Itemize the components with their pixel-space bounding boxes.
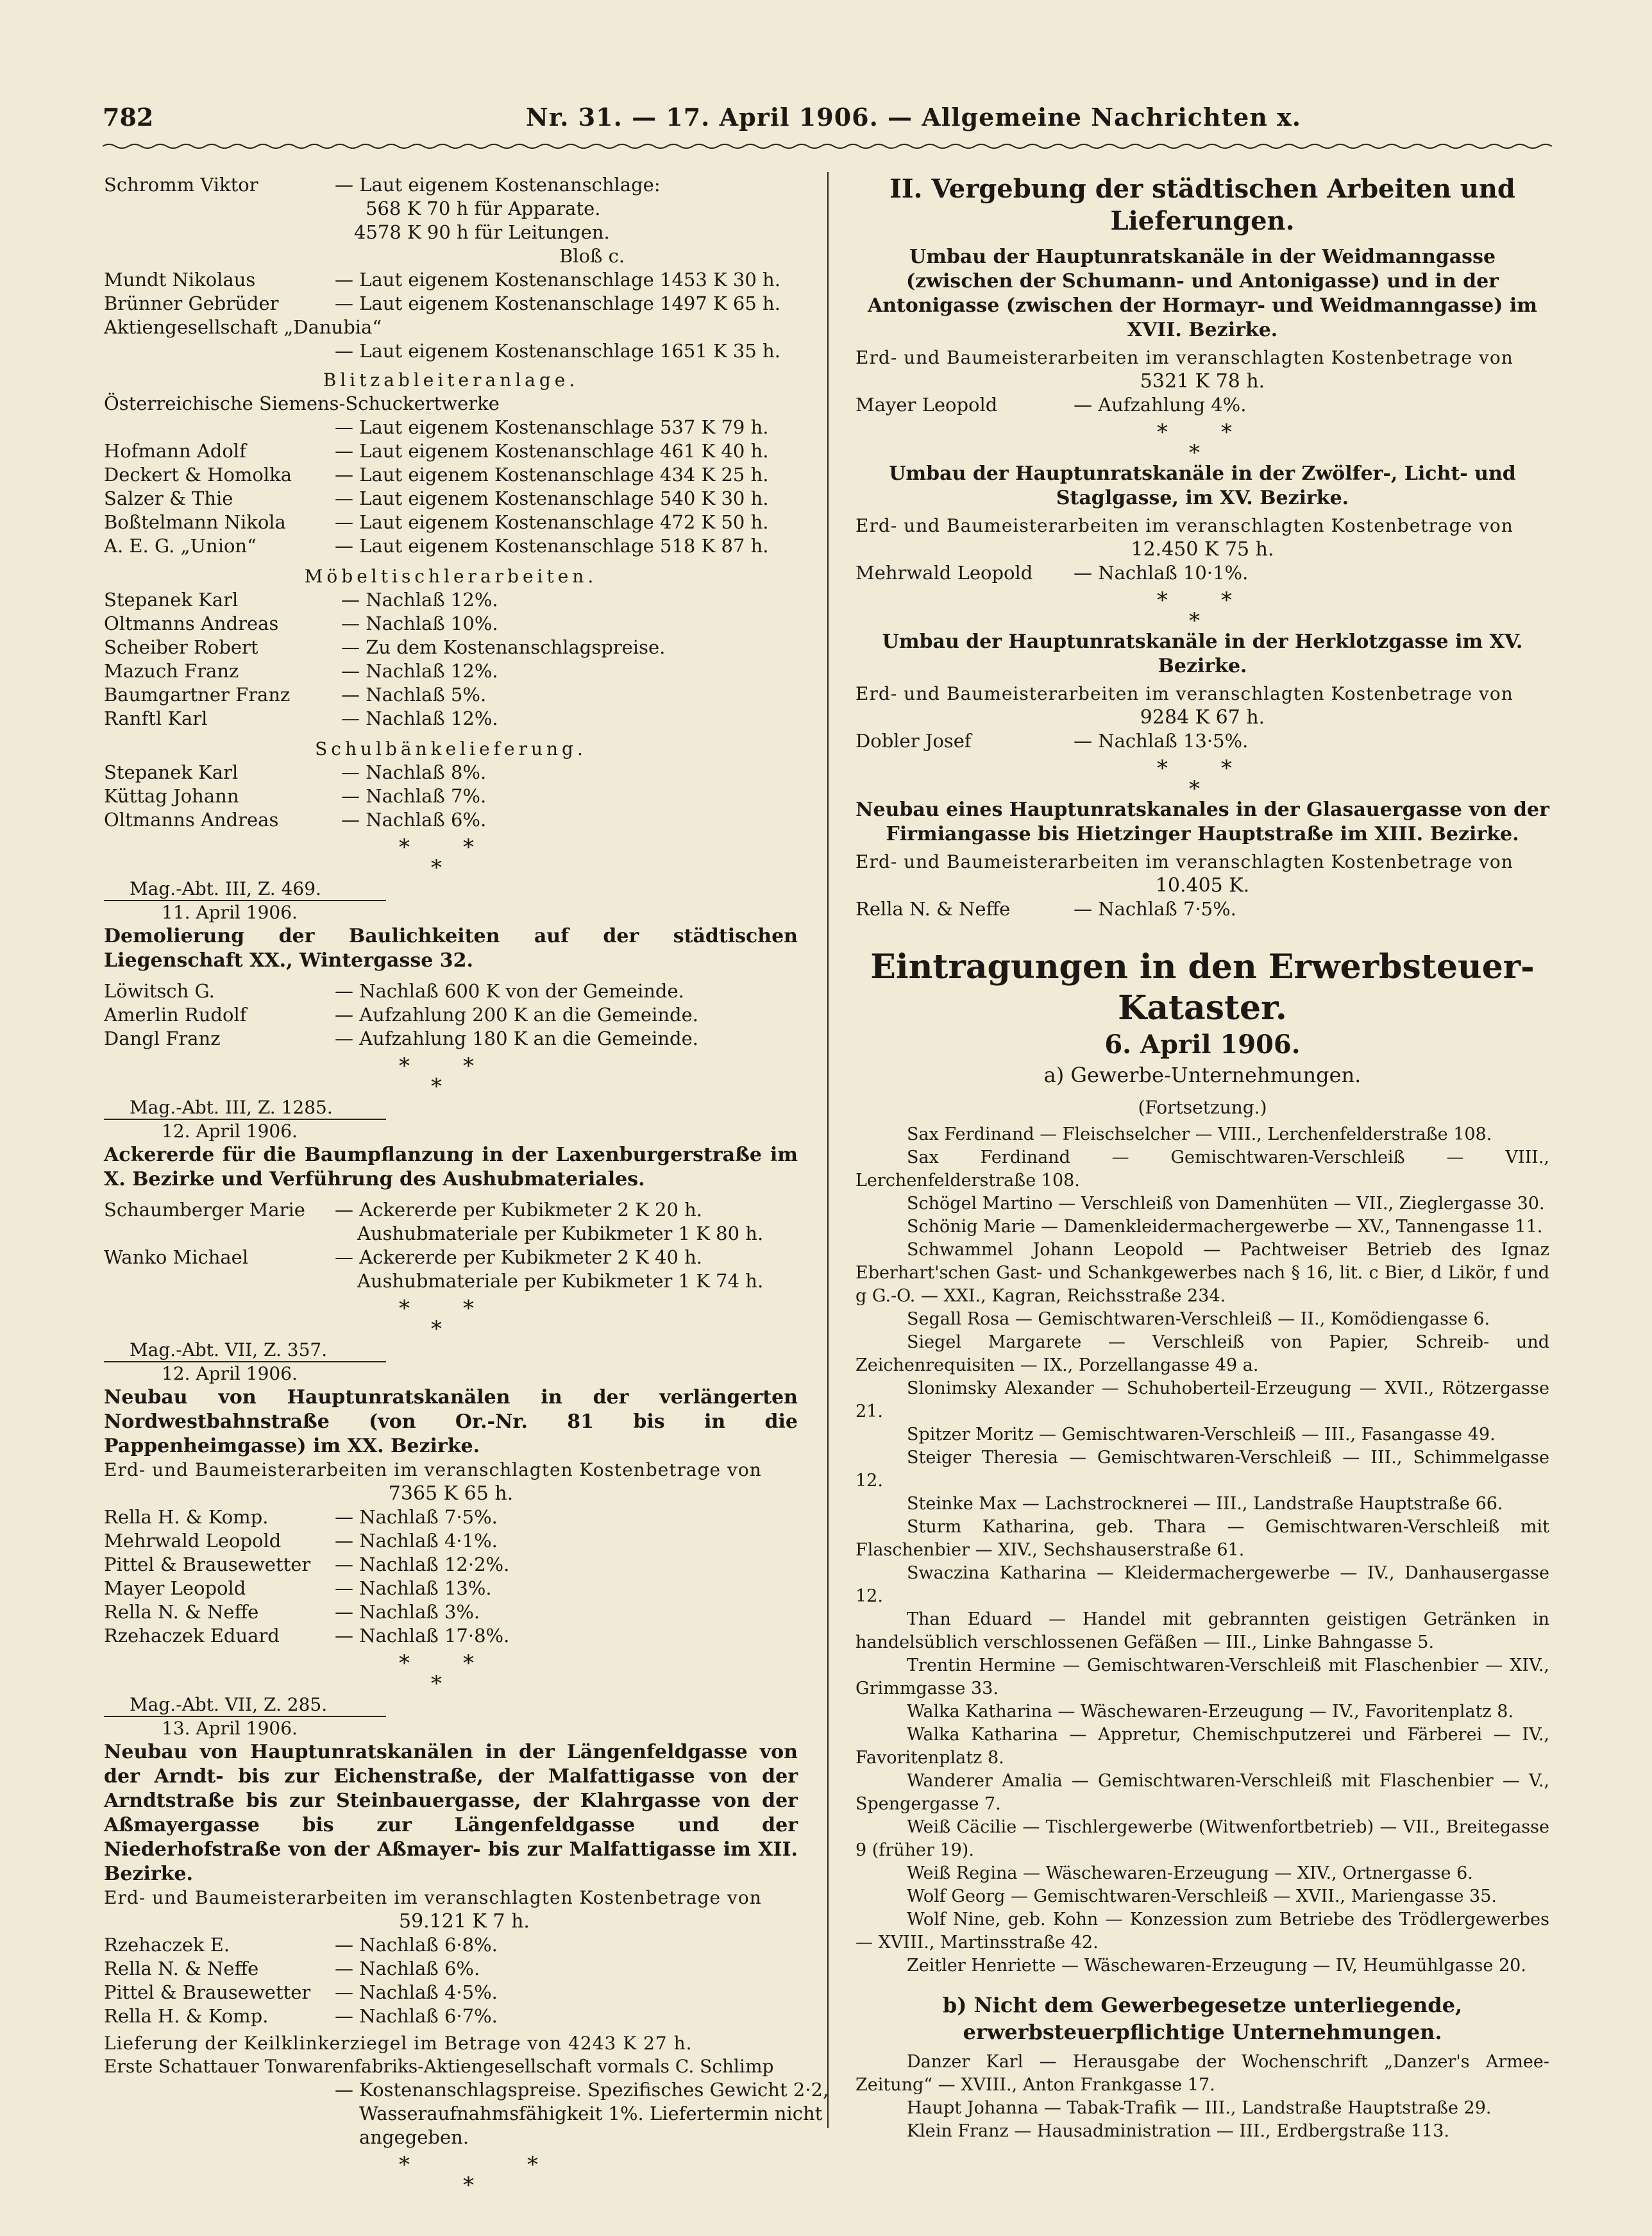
amount: 59.121 K 7 h.: [399, 1910, 530, 1933]
amount: 9284 K 67 h.: [1140, 706, 1265, 729]
reference-number: Mag.-Abt. VII, Z. 357.: [104, 1339, 386, 1362]
list-item: Deckert & Homolka — Laut eigenem Kostenanschlage 434 K 25 h.: [104, 464, 769, 486]
star-separator: * * *: [399, 834, 474, 881]
list-item: Schromm Viktor — Laut eigenem Kostenanschlage:: [104, 174, 661, 196]
list-moebel: [104, 588, 798, 731]
list-item: Sax Ferdinand — Gemischtwaren-Verschleiß — VIII., Lerchenfelderstraße 108.: [856, 1148, 1549, 1190]
section-title-blitz: Blitzableiteranlage.: [323, 369, 579, 391]
star-separator: * * *: [399, 1650, 474, 1697]
list-item: Rella H. & Komp. — Nachlaß 7·5%.: [104, 1506, 498, 1528]
list-item: Salzer & Thie — Laut eigenem Kostenanschlage 540 K 30 h.: [104, 487, 769, 509]
section-title: Umbau der Hauptunratskanäle in der Herklotzgasse im XV. Bezirke.: [882, 631, 1523, 677]
list-item: Walka Katharina — Appretur, Chemischputzerei und Färberei — IV., Favoritenplatz 8.: [856, 1725, 1549, 1768]
list-item: Ranftl Karl — Nachlaß 12%.: [104, 707, 498, 729]
star-separator: * * *: [1157, 419, 1232, 466]
section-heading: II. Vergebung der städtischen Arbeiten und Lieferungen.: [889, 174, 1515, 236]
running-title: Nr. 31. — 17. April 1906. — Allgemeine Nachrichten x.: [526, 103, 1302, 131]
star-separator: * * *: [399, 2152, 538, 2198]
erd-line: Erd- und Baumeisterarbeiten im veranschlagten Kostenbetrage von: [104, 1459, 762, 1480]
list-item: Mehrwald Leopold — Nachlaß 10·1%.: [856, 562, 1249, 584]
reference-number: Mag.-Abt. VII, Z. 285.: [104, 1694, 386, 1717]
erd-line: Erd- und Baumeisterarbeiten im veranschlagten Kostenbetrage von: [856, 347, 1513, 368]
list-item: Steiger Theresia — Gemischtwaren-Verschleiß — III., Schimmelgasse 12.: [856, 1448, 1549, 1491]
list-item: Mayer Leopold — Nachlaß 13%.: [104, 1577, 492, 1599]
list-item: Küttag Johann — Nachlaß 7%.: [104, 785, 487, 807]
section-date: 13. April 1906.: [162, 1718, 298, 1739]
list-item: Dangl Franz — Aufzahlung 180 K an die Gemeinde.: [104, 1028, 698, 1049]
kataster-title: Eintragungen in den Erwerbsteuer-Kataster.: [870, 947, 1535, 1028]
list-item: Sax Ferdinand — Fleischselcher — VIII., Lerchenfelderstraße 108.: [907, 1124, 1492, 1144]
star-separator: * * *: [1157, 756, 1232, 802]
list-item: Weiß Cäcilie — Tischlergewerbe (Witwenfortbetrieb) — VII., Breitegasse 9 (früher 19).: [856, 1817, 1549, 1860]
list-item: Baumgartner Franz — Nachlaß 5%.: [104, 684, 487, 706]
page-header: [103, 96, 1552, 135]
section-title: Neubau von Hauptunratskanälen in der Längenfeldgasse von der Arndt- bis zur Eichenstraße, der Malfattigasse von der Arndtstraße bis zur Steinbauergasse, der Klahrgasse von der Aßmayergasse bis zur Längenfeldgasse und der Niederhofstraße von der Aßmayer- bis zur Malfattigasse im XII. Bezirke.: [104, 1741, 798, 1885]
list-item: Schönig Marie — Damenkleidermachergewerbe — XV., Tannengasse 11.: [907, 1217, 1543, 1237]
list-item: — Laut eigenem Kostenanschlage 537 K 79 h.: [335, 416, 769, 438]
amount: 5321 K 78 h.: [1140, 370, 1265, 393]
list-item: Swaczina Katharina — Kleidermachergewerbe — IV., Danhausergasse 12.: [856, 1563, 1549, 1606]
section-title-schul: Schulbänkelieferung.: [315, 738, 587, 759]
list-blitz: [104, 416, 798, 558]
list-item: Dobler Josef — Nachlaß 13·5%.: [856, 730, 1249, 752]
erd-line: Erd- und Baumeisterarbeiten im veranschlagten Kostenbetrage von: [856, 683, 1513, 704]
list-item: Rzehaczek Eduard — Nachlaß 17·8%.: [104, 1625, 510, 1647]
list-item: Danzer Karl — Herausgabe der Wochenschrift „Danzer's Armee-Zeitung“ — XVIII., Anton Frankgasse 17.: [856, 2052, 1549, 2095]
gewerbe-list: [856, 1123, 1549, 1978]
list-item: Trentin Hermine — Gemischtwaren-Verschleiß mit Flaschenbier — XIV., Grimmgasse 33.: [856, 1656, 1549, 1698]
list-item: Mehrwald Leopold — Nachlaß 4·1%.: [104, 1530, 498, 1552]
list-item: Boßtelmann Nikola — Laut eigenem Kostenanschlage 472 K 50 h.: [104, 511, 769, 533]
list-item: Aktiengesellschaft „Danubia“: [104, 316, 382, 338]
star-separator: * * *: [399, 1053, 474, 1099]
left-column: [104, 173, 829, 2198]
subsection-a: a) Gewerbe-Unternehmungen.: [1043, 1063, 1361, 1087]
list-item: angegeben.: [359, 2126, 469, 2148]
list-item: Wanderer Amalia — Gemischtwaren-Verschleiß mit Flaschenbier — V., Spengergasse 7.: [856, 1771, 1549, 1814]
list-item: Stepanek Karl — Nachlaß 8%.: [104, 761, 487, 783]
list-item: Oltmanns Andreas — Nachlaß 6%.: [104, 809, 487, 831]
list-item: Slonimsky Alexander — Schuhoberteil-Erzeugung — XVII., Rötzergasse 21.: [856, 1378, 1549, 1421]
list-item: Than Eduard — Handel mit gebrannten geistigen Getränken in handelsüblich verschlossenen Gefäßen — III., Linke Bahngasse 5.: [856, 1609, 1549, 1652]
list-item: Walka Katharina — Wäschewaren-Erzeugung — IV., Favoritenplatz 8.: [907, 1702, 1514, 1722]
subsection-b: b) Nicht dem Gewerbegesetze unterliegende, erwerbsteuerpflichtige Unternehmungen.: [942, 1993, 1463, 2044]
list-item: Schögel Martino — Verschleiß von Damenhüten — VII., Zieglergasse 30.: [907, 1194, 1545, 1214]
list-item: Wasseraufnahmsfähigkeit 1%. Liefertermin nicht: [359, 2103, 823, 2124]
list-item: Aushubmateriale per Kubikmeter 1 K 74 h.: [357, 1270, 764, 1292]
section-date: 11. April 1906.: [162, 902, 298, 923]
list-item: Österreichische Siemens-Schuckertwerke: [104, 393, 500, 414]
section-title: Demolierung der Baulichkeiten auf der städtischen Liegenschaft XX., Wintergasse 32.: [104, 925, 798, 972]
list-item: 568 K 70 h für Apparate.: [366, 198, 601, 219]
list-schul: [104, 761, 798, 832]
list-item: Steinke Max — Lachstrocknerei — III., Landstraße Hauptstraße 66.: [907, 1494, 1503, 1514]
section-title-moebel: Möbeltischlerarbeiten.: [304, 566, 598, 587]
list-item: Pittel & Brausewetter — Nachlaß 4·5%.: [104, 1981, 498, 2003]
amount: 12.450 K 75 h.: [1131, 538, 1274, 561]
list-item: Wolf Georg — Gemischtwaren-Verschleiß — XVII., Mariengasse 35.: [907, 1886, 1497, 1906]
list-item: Haupt Johanna — Tabak-Trafik — III., Landstraße Hauptstraße 29.: [907, 2098, 1492, 2118]
reference-number: Mag.-Abt. III, Z. 469.: [104, 878, 386, 901]
list-item: Schaumberger Marie — Ackererde per Kubikmeter 2 K 20 h.: [104, 1199, 703, 1221]
erd-line: Erd- und Baumeisterarbeiten im veranschlagten Kostenbetrage von: [856, 851, 1513, 872]
list-item: 4578 K 90 h für Leitungen.: [354, 221, 610, 243]
continuation-note: (Fortsetzung.): [1138, 1097, 1267, 1118]
list-item: Spitzer Moritz — Gemischtwaren-Verschleiß — III., Fasangasse 49.: [907, 1425, 1496, 1444]
column-divider: [827, 172, 829, 2128]
list-item: Stepanek Karl — Nachlaß 12%.: [104, 589, 498, 611]
reference-number: Mag.-Abt. III, Z. 1285.: [104, 1097, 386, 1120]
list-item: Mazuch Franz — Nachlaß 12%.: [104, 660, 498, 682]
list-item: — Kostenanschlagspreise. Spezifisches Gewicht 2·2,: [335, 2079, 829, 2101]
kataster-date: 6. April 1906.: [1104, 1029, 1301, 1060]
section-title: Ackererde für die Baumpflanzung in der Laxenburgerstraße im X. Bezirke und Verführung des Aushubmateriales.: [104, 1144, 798, 1190]
list-item: Rella N. & Neffe — Nachlaß 7·5%.: [856, 898, 1236, 920]
list-item: Schwammel Johann Leopold — Pachtweiser Betrieb des Ignaz Eberhart'schen Gast- und Schankgewerbes nach § 16, lit. c Bier, d Likör, f und g G.-O. — XXI., Kagran, Reichsstraße 234.: [856, 1240, 1549, 1306]
list-item: — Laut eigenem Kostenanschlage 1651 K 35 h.: [335, 340, 780, 362]
list-item: Rella N. & Neffe — Nachlaß 3%.: [104, 1601, 480, 1623]
list-item: Rzehaczek E. — Nachlaß 6·8%.: [104, 1934, 498, 1956]
list-item: Mundt Nikolaus — Laut eigenem Kostenanschlage 1453 K 30 h.: [104, 269, 780, 291]
list-item: Sturm Katharina, geb. Thara — Gemischtwaren-Verschleiß mit Flaschenbier — XIV., Sechshauserstraße 61.: [856, 1517, 1549, 1560]
list-item: Brünner Gebrüder — Laut eigenem Kostenanschlage 1497 K 65 h.: [104, 292, 780, 314]
list-item: Wolf Nine, geb. Kohn — Konzession zum Betriebe des Trödlergewerbes — XVIII., Martinsstraße 42.: [856, 1910, 1549, 1952]
list-item: Pittel & Brausewetter — Nachlaß 12·2%.: [104, 1554, 510, 1575]
list-item: Zeitler Henriette — Wäschewaren-Erzeugung — IV, Heumühlgasse 20.: [907, 1956, 1526, 1976]
list-item: Rella N. & Neffe — Nachlaß 6%.: [104, 1958, 480, 1979]
amount: 10.405 K.: [1155, 874, 1250, 897]
list-item: Oltmanns Andreas — Nachlaß 10%.: [104, 613, 498, 634]
list-item: Siegel Margarete — Verschleiß von Papier, Schreib- und Zeichenrequisiten — IX., Porzellangasse 49 a.: [856, 1332, 1549, 1375]
section-title: Neubau eines Hauptunratskanales in der Glasauergasse von der Firmiangasse bis Hietzinger Hauptstraße im XIII. Bezirke.: [856, 799, 1549, 845]
list-item: Aushubmateriale per Kubikmeter 1 K 80 h.: [357, 1223, 764, 1244]
klinker-line: Lieferung der Keilklinkerziegel im Betrage von 4243 K 27 h.: [104, 2033, 693, 2054]
list-item: Bloß c.: [559, 245, 625, 267]
b-list: [856, 2051, 1549, 2143]
list-item: Hofmann Adolf — Laut eigenem Kostenanschlage 461 K 40 h.: [104, 440, 769, 462]
erd-line: Erd- und Baumeisterarbeiten im veranschlagten Kostenbetrage von: [856, 515, 1513, 536]
header-wavy-rule: [103, 142, 1552, 150]
section-title: Umbau der Hauptunratskanäle in der Zwölfer-, Licht- und Staglgasse, im XV. Bezirke.: [889, 462, 1516, 509]
section-title: Umbau der Hauptunratskanäle in der Weidmanngasse (zwischen der Schumann- und Antonigasse) und in der Antonigasse (zwischen der Hormayr- und Weidmanngasse) im XVII. Bezirke.: [867, 246, 1538, 341]
list-item: Löwitsch G. — Nachlaß 600 K von der Gemeinde.: [104, 980, 684, 1002]
schattauer-firm: Erste Schattauer Tonwarenfabriks-Aktiengesellschaft vormals C. Schlimp: [104, 2056, 774, 2077]
erd-line: Erd- und Baumeisterarbeiten im veranschlagten Kostenbetrage von: [104, 1887, 762, 1908]
star-separator: * * *: [399, 1296, 474, 1342]
list-item: Amerlin Rudolf — Aufzahlung 200 K an die Gemeinde.: [104, 1004, 698, 1026]
right-column: [856, 173, 1549, 2143]
list-item: Weiß Regina — Wäschewaren-Erzeugung — XIV., Ortnergasse 6.: [907, 1863, 1473, 1883]
list-item: Rella H. & Komp. — Nachlaß 6·7%.: [104, 2005, 498, 2027]
star-separator: * * *: [1157, 588, 1232, 634]
amount: 7365 K 65 h.: [388, 1482, 514, 1505]
section-date: 12. April 1906.: [162, 1363, 298, 1384]
section-title: Neubau von Hauptunratskanälen in der verlängerten Nordwestbahnstraße (von Or.-Nr. 81 bis in die Pappenheimgasse) im XX. Bezirke.: [104, 1386, 798, 1457]
list-item: Segall Rosa — Gemischtwaren-Verschleiß — II., Komödiengasse 6.: [907, 1309, 1490, 1329]
list-item: Wanko Michael — Ackererde per Kubikmeter 2 K 40 h.: [104, 1246, 703, 1268]
list-item: Scheiber Robert — Zu dem Kostenanschlagspreise.: [104, 636, 666, 658]
list-item: Mayer Leopold — Aufzahlung 4%.: [856, 394, 1247, 416]
section-date: 12. April 1906.: [162, 1121, 298, 1142]
page-number: 782: [103, 103, 154, 131]
list-item: Klein Franz — Hausadministration — III., Erdbergstraße 113.: [907, 2121, 1449, 2141]
list-block-1: [104, 173, 798, 366]
list-item: A. E. G. „Union“ — Laut eigenem Kostenanschlage 518 K 87 h.: [104, 535, 769, 557]
